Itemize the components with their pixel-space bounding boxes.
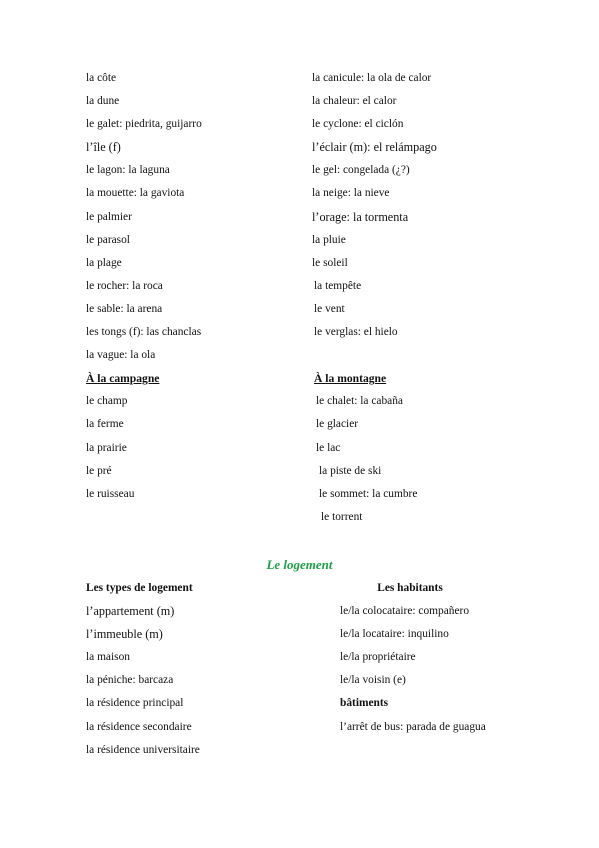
vocab-item: le palmier [86, 210, 132, 223]
beach-vocabulary-column [86, 67, 202, 506]
vocab-item: la chaleur: el calor [312, 95, 397, 108]
vocab-item: le soleil [312, 256, 348, 269]
vocab-item: le sable: la arena [86, 302, 163, 315]
vocab-item: la résidence universitaire [86, 743, 200, 756]
vocab-item: le rocher: la roca [86, 279, 163, 292]
vocab-item: la ferme [86, 418, 124, 431]
vocab-item: le chalet: la cabaña [316, 395, 403, 408]
buildings-heading: bâtiments [340, 697, 389, 710]
vocab-item: l’immeuble (m) [86, 627, 163, 642]
vocab-item: le torrent [321, 510, 363, 523]
spacer [312, 344, 437, 367]
vocab-item: le verglas: el hielo [314, 326, 398, 339]
vocab-item: la pluie [312, 233, 346, 246]
vocab-item: la plage [86, 256, 122, 269]
housing-types-column [86, 577, 200, 762]
campagne-heading: À la campagne [86, 372, 160, 386]
section-title: Le logement [266, 557, 333, 572]
vocab-item: le sommet: la cumbre [319, 487, 418, 500]
vocab-item: la mouette: la gaviota [86, 187, 185, 200]
vocab-item: la canicule: la ola de calor [312, 72, 432, 84]
vocab-item: la dune [86, 95, 120, 108]
montagne-heading: À la montagne [314, 372, 387, 386]
vocab-item: le/la locataire: inquilino [340, 628, 449, 641]
vocab-item: le parasol [86, 233, 130, 246]
vocab-item: la tempête [314, 279, 362, 292]
vocab-item: le lac [316, 441, 341, 454]
vocab-item: la vague: la ola [86, 349, 156, 362]
vocab-item: l’île (f) [86, 140, 121, 155]
inhabitants-column [340, 577, 486, 739]
vocab-item: le champ [86, 395, 128, 408]
vocab-item: l’orage: la tormenta [312, 209, 409, 224]
vocab-item: la neige: la nieve [312, 187, 390, 200]
vocab-item: la péniche: barcaza [86, 674, 174, 687]
vocab-item: le vent [314, 302, 345, 315]
vocab-item: le pré [86, 464, 112, 477]
vocab-item: les tongs (f): las chanclas [86, 326, 202, 339]
vocab-item: la côte [86, 72, 117, 84]
inhabitants-heading: Les habitants [377, 582, 443, 594]
vocab-item: la résidence principal [86, 697, 184, 710]
vocab-item: le gel: congelada (¿?) [312, 164, 410, 177]
vocab-item: le ruisseau [86, 487, 135, 500]
vocab-item: l’éclair (m): el relámpago [312, 140, 437, 155]
vocab-item: le lagon: la laguna [86, 164, 170, 177]
vocab-item: l’appartement (m) [86, 604, 175, 619]
spacer [340, 577, 486, 600]
vocab-item: le cyclone: el ciclón [312, 118, 404, 131]
vocab-item: la prairie [86, 441, 127, 454]
vocab-item: le/la colocataire: compañero [340, 605, 470, 618]
vocab-item: la piste de ski [319, 464, 382, 477]
vocab-item: le glacier [316, 418, 359, 431]
housing-types-heading: Les types de logement [86, 582, 193, 594]
weather-vocabulary-column [312, 67, 437, 529]
vocab-item: le galet: piedrita, guijarro [86, 118, 202, 131]
vocab-item: le/la voisin (e) [340, 674, 406, 687]
vocab-item: l’arrêt de bus: parada de guagua [340, 720, 486, 733]
vocab-item: le/la propriétaire [340, 651, 416, 664]
vocab-item: la résidence secondaire [86, 720, 192, 733]
vocab-item: la maison [86, 651, 130, 664]
